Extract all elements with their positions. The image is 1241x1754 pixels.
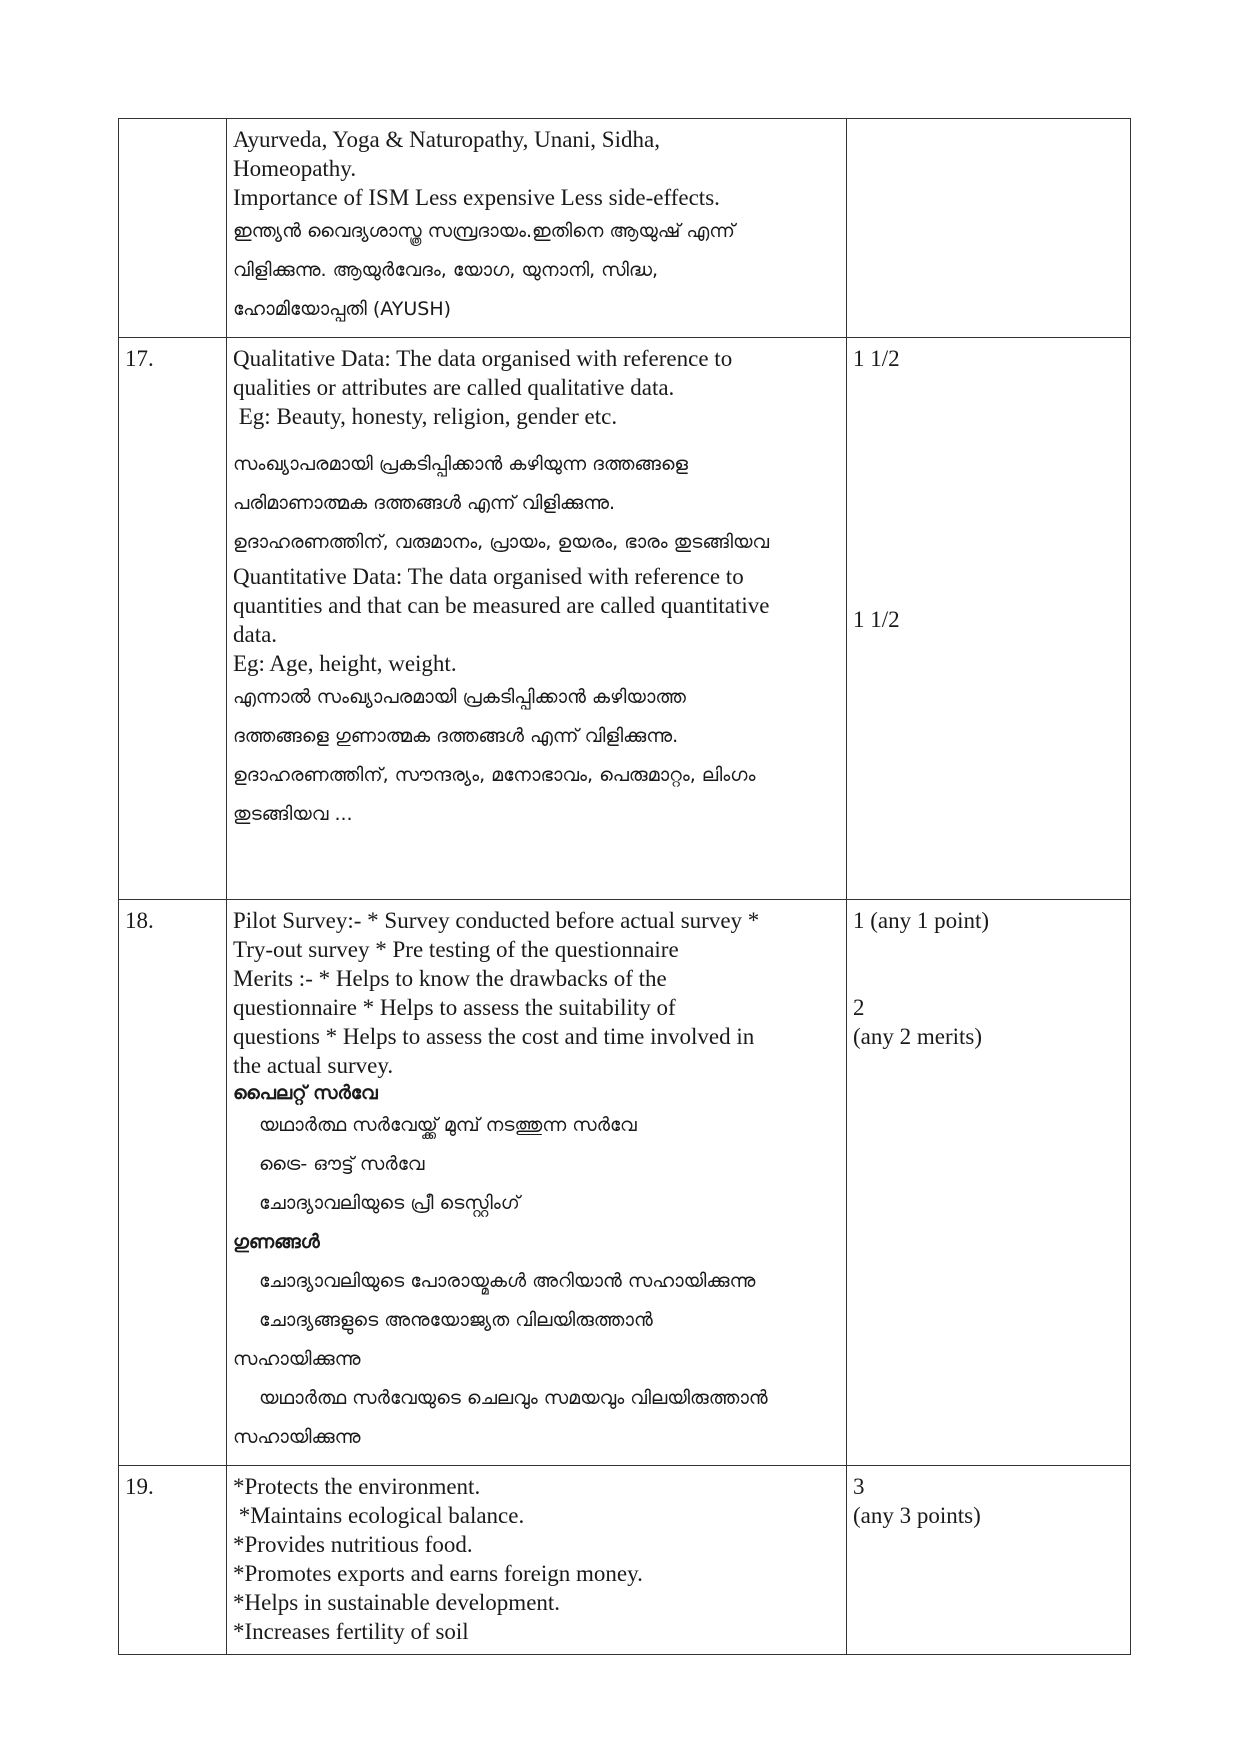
malayalam-point: ചോദ്യാവലിയുടെ പോരായ്മകൾ അറിയാൻ സഹായിക്കുന്നു xyxy=(259,1270,756,1292)
answer-line: questions * Helps to assess the cost and time involved in xyxy=(233,1024,755,1049)
answer-line: the actual survey. xyxy=(233,1053,394,1078)
answer-line: *Increases fertility of soil xyxy=(233,1619,469,1644)
malayalam-line: സംഖ്യാപരമായി പ്രകടിപ്പിക്കാൻ കഴിയുന്ന ദത്തങ്ങളെ xyxy=(233,453,688,475)
question-number: 19. xyxy=(125,1474,154,1499)
marks-value: (any 3 points) xyxy=(853,1503,981,1528)
malayalam-point: യഥാർത്ഥ സർവേയ്ക്ക് മുമ്പ് നടത്തുന്ന സർവേ xyxy=(259,1114,637,1136)
malayalam-point: സഹായിക്കുന്നു xyxy=(233,1426,361,1448)
malayalam-line: ഉദാഹരണത്തിന്, സൗന്ദര്യം, മനോഭാവം, പെരുമാറ്റം, ലിംഗം xyxy=(233,764,756,786)
marks-cell xyxy=(847,338,1131,900)
answer-line: Eg: Age, height, weight. xyxy=(233,651,457,676)
marks-cell xyxy=(847,119,1131,338)
table-row xyxy=(119,1466,1131,1655)
malayalam-line: ഹോമിയോപ്പതി (AYUSH) xyxy=(233,298,452,320)
answer-line: Try-out survey * Pre testing of the questionnaire xyxy=(233,937,679,962)
marks-value: 1 1/2 xyxy=(853,346,900,371)
answer-cell xyxy=(227,1466,847,1655)
spacer xyxy=(853,935,1124,993)
malayalam-line: എന്നാൽ സംഖ്യാപരമായി പ്രകടിപ്പിക്കാൻ കഴിയാത്ത xyxy=(233,686,686,708)
spacer xyxy=(233,431,840,445)
marks-value: 1 1/2 xyxy=(853,607,900,632)
question-number-cell xyxy=(119,1466,227,1655)
answer-line: Merits :- * Helps to know the drawbacks of the xyxy=(233,966,667,991)
answer-cell xyxy=(227,338,847,900)
marks-value: 2 xyxy=(853,995,865,1020)
malayalam-line: പരിമാണാത്മക ദത്തങ്ങൾ എന്ന് വിളിക്കുന്നു. xyxy=(233,492,616,514)
table-row xyxy=(119,338,1131,900)
answer-line: qualities or attributes are called qualitative data. xyxy=(233,375,675,400)
answer-cell xyxy=(227,900,847,1466)
malayalam-heading: ഗുണങ്ങൾ xyxy=(233,1231,320,1253)
marks-cell xyxy=(847,900,1131,1466)
marks-value: (any 2 merits) xyxy=(853,1024,983,1049)
question-number: 17. xyxy=(125,346,154,371)
spacer xyxy=(853,373,1124,605)
malayalam-line: വിളിക്കുന്നു. ആയുർവേദം, യോഗ, യുനാനി, സിദ്ധ, xyxy=(233,259,659,281)
table-row xyxy=(119,119,1131,338)
malayalam-point: യഥാർത്ഥ സർവേയുടെ ചെലവും സമയവും വിലയിരുത്താൻ xyxy=(259,1387,768,1409)
malayalam-point: ചോദ്യാവലിയുടെ പ്രീ ടെസ്റ്റിംഗ് xyxy=(259,1192,520,1214)
answer-key-table xyxy=(118,118,1131,1655)
answer-line: *Promotes exports and earns foreign money. xyxy=(233,1561,643,1586)
answer-line: Pilot Survey:- * Survey conducted before actual survey * xyxy=(233,908,760,933)
answer-line: questionnaire * Helps to assess the suitability of xyxy=(233,995,676,1020)
malayalam-line: ദത്തങ്ങളെ ഗുണാത്മക ദത്തങ്ങൾ എന്ന് വിളിക്കുന്നു. xyxy=(233,725,679,747)
question-number: 18. xyxy=(125,908,154,933)
marks-value: 3 xyxy=(853,1474,865,1499)
answer-line: Qualitative Data: The data organised with reference to xyxy=(233,346,733,371)
question-number-cell xyxy=(119,338,227,900)
malayalam-line: ഉദാഹരണത്തിന്, വരുമാനം, പ്രായം, ഉയരം, ഭാരം തുടങ്ങിയവ xyxy=(233,531,770,553)
table-row xyxy=(119,900,1131,1466)
marks-value: 1 (any 1 point) xyxy=(853,908,990,933)
answer-line: *Helps in sustainable development. xyxy=(233,1590,561,1615)
answer-cell xyxy=(227,119,847,338)
malayalam-line: തുടങ്ങിയവ ... xyxy=(233,803,353,825)
question-number-cell xyxy=(119,900,227,1466)
answer-line: data. xyxy=(233,622,278,647)
answer-line: Homeopathy. xyxy=(233,156,357,181)
answer-line: quantities and that can be measured are called quantitative xyxy=(233,593,770,618)
answer-line: *Maintains ecological balance. xyxy=(233,1503,525,1528)
answer-line: Quantitative Data: The data organised with reference to xyxy=(233,564,744,589)
malayalam-point: ട്രൈ- ഔട്ട് സർവേ xyxy=(259,1153,425,1175)
marks-cell xyxy=(847,1466,1131,1655)
answer-line: Importance of ISM Less expensive Less side-effects. xyxy=(233,185,720,210)
answer-line: Eg: Beauty, honesty, religion, gender etc. xyxy=(233,404,618,429)
malayalam-line: ഇന്ത്യൻ വൈദ്യശാസ്ത്ര സമ്പ്രദായം.ഇതിനെ ആയുഷ് എന്ന് xyxy=(233,220,735,242)
malayalam-heading: പൈലറ്റ് സർവേ xyxy=(233,1082,378,1104)
malayalam-point: ചോദ്യങ്ങളുടെ അനുയോജ്യത വിലയിരുത്താൻ xyxy=(259,1309,653,1331)
question-number-cell xyxy=(119,119,227,338)
answer-line: *Provides nutritious food. xyxy=(233,1532,473,1557)
malayalam-point: സഹായിക്കുന്നു xyxy=(233,1348,361,1370)
answer-line: *Protects the environment. xyxy=(233,1474,481,1499)
answer-line: Ayurveda, Yoga & Naturopathy, Unani, Sidha, xyxy=(233,127,660,152)
